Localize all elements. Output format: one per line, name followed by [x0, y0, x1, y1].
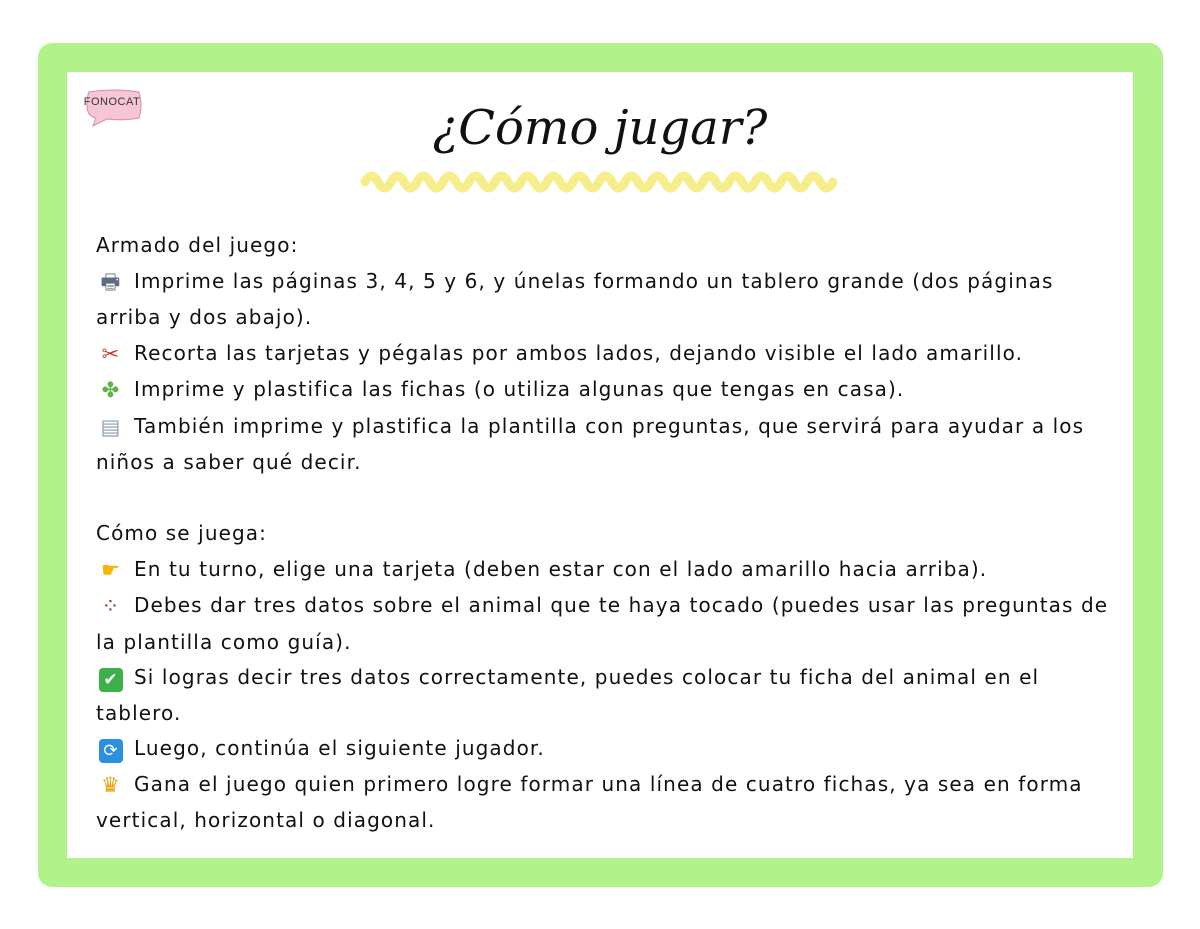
setup-step-4-text: También imprime y plastifica la plantilla con preguntas, que servirá para ayudar a los niños a saber qué decir. — [96, 413, 1085, 474]
check-mark-icon: ✔ — [99, 668, 123, 692]
instructions-body — [96, 228, 1116, 839]
logo-text: FONOCAT — [83, 96, 141, 108]
play-step-2 — [96, 588, 1116, 660]
play-heading: Cómo se juega: — [96, 521, 267, 545]
document-icon: ▤ — [100, 414, 122, 439]
play-step-1 — [96, 552, 1116, 589]
scissors-icon: ✂ — [101, 341, 121, 366]
setup-step-4 — [96, 409, 1116, 481]
wavy-underline-icon — [359, 168, 839, 196]
section-spacer — [96, 481, 1116, 517]
trophy-icon: ♛ — [101, 772, 121, 797]
pointing-hand-icon: ☛ — [101, 557, 121, 582]
play-step-2-text: Debes dar tres datos sobre el animal que te haya tocado (puedes usar las preguntas de la plantilla como guía). — [96, 593, 1109, 654]
setup-step-3 — [96, 372, 1116, 409]
page-title: ¿Cómo jugar? — [432, 100, 768, 156]
play-step-1-text: En tu turno, elige una tarjeta (deben estar con el lado amarillo hacia arriba). — [134, 556, 988, 581]
play-step-5-text: Gana el juego quien primero logre formar una línea de cuatro fichas, ya sea en forma vertical, horizontal o diagonal. — [96, 771, 1083, 832]
instruction-card — [67, 72, 1133, 858]
repeat-arrows-icon: ⟳ — [99, 739, 123, 763]
setup-step-3-text: Imprime y plastifica las fichas (o utiliza algunas que tengas en casa). — [134, 377, 905, 401]
setup-step-2 — [96, 336, 1116, 373]
play-step-5 — [96, 767, 1116, 839]
play-step-3-text: Si logras decir tres datos correctamente, puedes colocar tu ficha del animal en el tablero. — [96, 665, 1040, 725]
setup-step-2-text: Recorta las tarjetas y pégalas por ambos lados, dejando visible el lado amarillo. — [134, 340, 1024, 365]
puzzle-icon: ✤ — [101, 378, 121, 402]
setup-heading: Armado del juego: — [96, 233, 299, 257]
play-step-4-text: Luego, continúa el siguiente jugador. — [134, 736, 545, 760]
play-step-3 — [96, 660, 1116, 731]
setup-step-1 — [96, 264, 1116, 336]
paw-prints-icon: ⁘ — [101, 594, 121, 618]
setup-step-1-text: Imprime las páginas 3, 4, 5 y 6, y únelas formando un tablero grande (dos páginas arriba y dos abajo). — [96, 268, 1054, 329]
play-step-4 — [96, 731, 1116, 767]
printer-icon: 🖶 — [100, 269, 122, 294]
